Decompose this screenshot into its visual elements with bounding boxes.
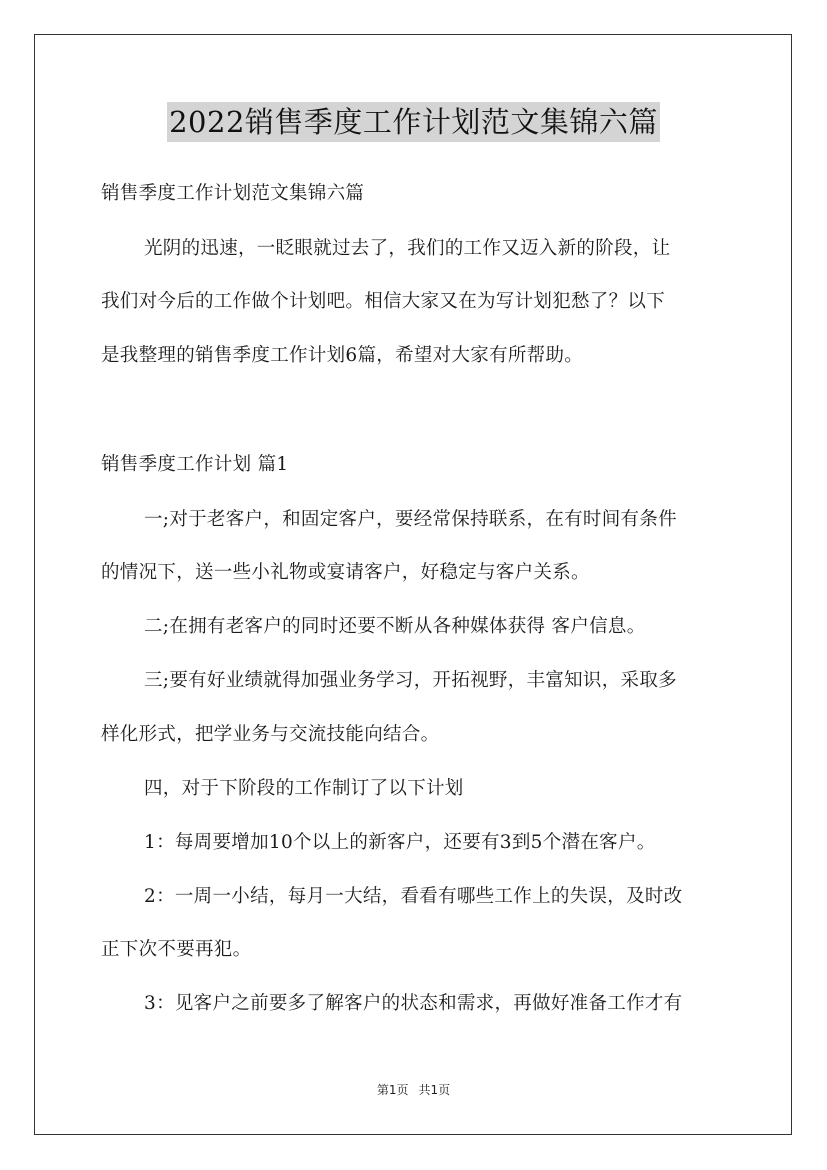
- document-title: 2022销售季度工作计划范文集锦六篇: [167, 102, 660, 142]
- body-line-9: 正下次不要再犯。: [101, 939, 252, 960]
- body-line-2: 的情况下，送一些小礼物或宴请客户，好稳定与客户关系。: [101, 562, 590, 583]
- section-heading: 销售季度工作计划 篇1: [101, 454, 289, 475]
- page-number: 第1页: [376, 1083, 409, 1097]
- page-total: 共1页: [418, 1083, 451, 1097]
- intro-line-1: 光阴的迅速，一眨眼就过去了，我们的工作又迈入新的阶段，让: [144, 238, 671, 259]
- page-footer: [0, 1082, 827, 1098]
- body-line-5: 样化形式，把学业务与交流技能向结合。: [101, 724, 440, 745]
- body-line-10: 3：见客户之前要多了解客户的状态和需求，再做好准备工作才有: [144, 993, 683, 1014]
- intro-line-2: 我们对今后的工作做个计划吧。相信大家又在为写计划犯愁了？以下: [101, 291, 666, 312]
- body-line-6: 四，对于下阶段的工作制订了以下计划: [144, 778, 464, 799]
- body-line-8: 2：一周一小结，每月一大结，看看有哪些工作上的失误，及时改: [144, 886, 683, 907]
- body-line-1: 一;对于老客户，和固定客户，要经常保持联系，在有时间有条件: [144, 509, 677, 530]
- intro-line-3: 是我整理的销售季度工作计划6篇，希望对大家有所帮助。: [101, 345, 584, 366]
- body-line-4: 三;要有好业绩就得加强业务学习，开拓视野，丰富知识，采取多: [144, 670, 677, 691]
- body-line-7: 1：每周要增加10个以上的新客户，还要有3到5个潜在客户。: [144, 832, 656, 853]
- body-line-3: 二;在拥有老客户的同时还要不断从各种媒体获得 客户信息。: [144, 616, 646, 637]
- title-wrap: [0, 102, 827, 142]
- document-subtitle: 销售季度工作计划范文集锦六篇: [101, 183, 365, 204]
